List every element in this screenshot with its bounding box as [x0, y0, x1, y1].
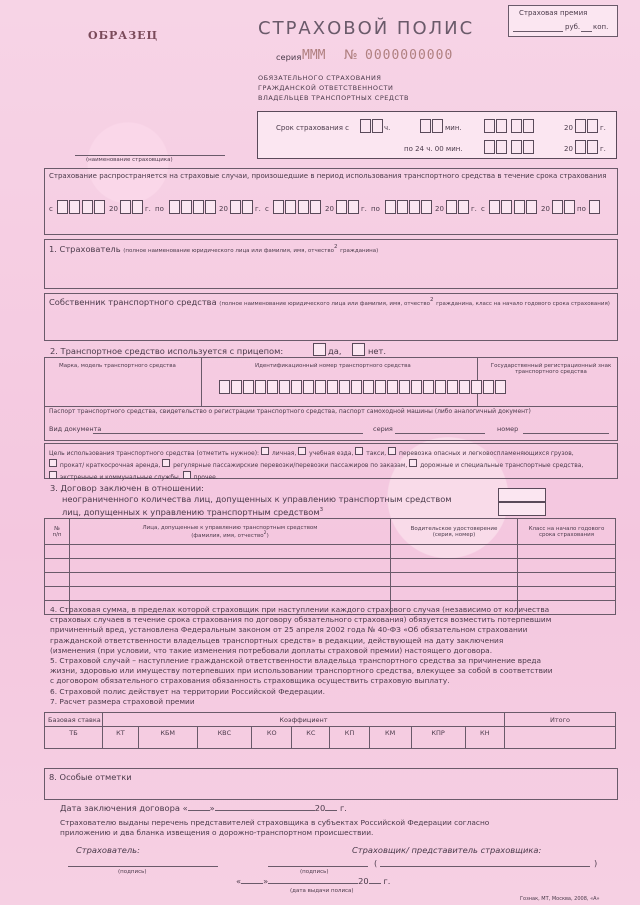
series-label: серия	[276, 52, 302, 62]
vin-cells[interactable]	[219, 380, 507, 394]
period-text: Страхование распространяется на страховые случаи, произошедшие в период использования транспортного средства в течение срока страхования	[49, 172, 607, 180]
reg-label: Государственный регистрационный знак транспортного средства	[490, 363, 612, 375]
insurer-caption: (наименование страховщика)	[86, 157, 173, 163]
insurant-sign-label: Страхователь:	[76, 845, 140, 855]
contract-label: 3. Договор заключен в отношении:	[50, 483, 204, 493]
policy-page: ОБРАЗЕЦ СТРАХОВОЙ ПОЛИС серия МММ № 0000000000 Страховая премия руб. коп. ОБЯЗАТЕЛЬНОГО СТРАХОВАНИЯ ГРАЖДАНСКОЙ ОТВЕТСТВЕННОСТИ ВЛАДЕЛЬЦЕВ ТРАНСПОРТНЫХ СРЕДСТВ (наименование страховщика) Срок страхования с ч. мин. 20 г. по 24 ч. 00 мин. 20 г. Страхование распространяется на страховые случаи, произошедшие в период использования транспортного средства в течение срока страхования с 20 г. по 20 г. с 20 г. по 20 г. с 20 по 1. Страхователь (полное наименование юридического лица или фамилия, имя, отчество$^2$ гражданина) Собственник транспортного средства (полное наименование юридического лица или фамилия, имя, отчество$^2$ гражданина, класс на начало годового срока страхования) 2. Транспортное средство используется с прицепом: да, нет. Марка, модель транспортного средства Идентификационный номер транспортного средства Государственный регистрационный знак транспортного средства Паспорт транспортного средства, свидетельство о регистрации транспортного средства, паспорт самоходной машины (либо аналогичный документ) Вид документа серия номер Цель использования транспортного средства (отметить нужное): личная, учебная езда, такси, перевозка опасных и легковоспламеняющихся грузов, прокат/ краткосрочная аренда, регулярные пассажирские перевозки/перевозки пассажиров по заказам, дорожные и специальные транспортные средства, экстренные и коммунальные службы, прочее. 3. Договор заключен в отношении: неограниченного количества лиц, допущенных к управлению транспортным средством лиц, допущенных к управлению транспортным средством$^3$ № п/п Лица, допущенные к управлению транспортным средством (фамилия, имя, отчество$^2$) Водительское удостоверение (серия, номер) Класс на начало годового срока страхования 4. Страховая сумма, в пределах которой страховщик при наступлении каждого страхового случая (независимо от количества страховых случаев в течение срока страхования по договору обязательного страхования) обязуется возместить потерпевшим причиненный вред, установлена Федеральным законом от 25 апреля 2002 года № 40-ФЗ «Об обязательном страховании гражданской ответственности владельцев транспортных средств» в редакции, действующей на дату заключения (изменения (при условии, что такие изменения потребовали доплаты страховой премии) настоящего договора. 5. Страховой случай – наступление гражданской ответственности владельца транспортного средства за причинение вреда жизни, здоровью или имуществу потерпевших при использовании транспортного средства, влекущее за собой в соответствии с договором обязательного страхования обязанность страховщика осуществить страховую выплату. 6. Страховой полис действует на территории Российской Федерации. 7. Расчет размера страховой премии Базовая ставка Коэффициент Итого ТБ КТ КБМ КВС КО КС КП КМ КПР КН 8. Особые отметки Дата заключения договора « » 20 г. Страхователю выданы перечень представителей страховщика в субъектах Российской Федерации согласно приложению и два бланка извещения о дорожно-транспортном происшествии. Страхователь: (подпись) Страховщик/ представитель страховщика: ( ) (подпись) « » 20 г. (дата выдачи полиса) Гознак, МТ, Москва, 2008, «А»	[0, 0, 640, 905]
number-sign: №	[344, 48, 358, 63]
drivers-table: № п/п Лица, допущенные к управлению транспортным средством (фамилия, имя, отчество$^2$) Водительское удостоверение (серия, номер) Класс на начало годового срока страхования	[44, 518, 616, 615]
printer-mark: Гознак, МТ, Москва, 2008, «А»	[520, 896, 600, 902]
table-row	[45, 587, 616, 601]
notes-label: 8. Особые отметки	[49, 772, 132, 782]
vehicle-section	[44, 357, 618, 441]
doc-series-label: серия	[373, 425, 393, 433]
term-box: Срок страхования с ч. мин. 20 г. по 24 ч. 00 мин. 20 г.	[257, 111, 617, 159]
premium-label: Страховая премия	[519, 9, 588, 17]
issue-date: « » 20 г.	[236, 876, 391, 886]
owner-section	[44, 293, 618, 341]
table-row	[45, 573, 616, 587]
insurant-label: 1. Страхователь (полное наименование юридического лица или фамилия, имя, отчество$^2$ гражданина)	[49, 244, 379, 254]
premium-box	[508, 5, 618, 37]
owner-label: Собственник транспортного средства (полное наименование юридического лица или фамилия, имя, отчество$^2$ гражданина, класс на начало годового срока страхования)	[49, 297, 610, 307]
term-label: Срок страхования с	[276, 124, 349, 132]
unlimited-checkbox[interactable]	[498, 488, 546, 502]
term-to-label: по 24 ч. 00 мин.	[404, 145, 463, 153]
sample-stamp: ОБРАЗЕЦ	[88, 29, 159, 42]
contract-date: Дата заключения договора « » 20 г.	[60, 803, 347, 813]
insurer-line	[75, 155, 225, 156]
insurer-sign-label: Страховщик/ представитель страховщика:	[352, 845, 542, 855]
passport-label: Паспорт транспортного средства, свидетельство о регистрации транспортного средства, паспорт самоходной машины (либо аналогичный документ)	[49, 408, 531, 415]
footer-text: Страхователю выданы перечень представителей страховщика в субъектах Российской Федерации согласно приложению и два бланка извещения о дорожно-транспортном происшествии.	[60, 818, 490, 837]
purpose-section	[44, 443, 618, 479]
premium-table: Базовая ставка Коэффициент Итого ТБ КТ КБМ КВС КО КС КП КМ КПР КН	[44, 712, 616, 749]
premium-kop: коп.	[593, 23, 609, 31]
doc-number-label: номер	[497, 425, 519, 433]
page-title: СТРАХОВОЙ ПОЛИС	[258, 18, 475, 39]
series-value: МММ	[302, 48, 326, 63]
insurant-section	[44, 239, 618, 289]
notes-section	[44, 768, 618, 800]
vin-label: Идентификационный номер транспортного средства	[255, 363, 411, 369]
trailer-yes-checkbox[interactable]	[313, 343, 326, 356]
table-row	[45, 545, 616, 559]
policy-number: 0000000000	[365, 48, 454, 63]
contract-limited: лиц, допущенных к управлению транспортным средством$^3$	[62, 507, 324, 517]
trailer-yes: да,	[328, 346, 342, 356]
trailer-no: нет.	[368, 346, 386, 356]
doc-type-label: Вид документа	[49, 425, 102, 433]
issue-caption: (дата выдачи полиса)	[290, 888, 354, 894]
trailer-label: 2. Транспортное средство используется с прицепом:	[50, 346, 284, 356]
insurer-sign-caption: (подпись)	[300, 869, 329, 875]
period-row: с 20 г. по 20 г. с 20 г. по 20 г. с 20 по	[49, 197, 613, 217]
premium-rub: руб.	[565, 23, 581, 31]
table-row	[45, 559, 616, 573]
purpose-options: Цель использования транспортного средства (отметить нужное): личная, учебная езда, такси, перевозка опасных и легковоспламеняющихся грузов, прокат/ краткосрочная аренда, регулярные пассажирские перевозки/перевозки пассажиров по заказам, дорожные и специальные транспортные средства, экстренные и коммунальные службы, прочее.	[49, 447, 615, 483]
contract-unlimited: неограниченного количества лиц, допущенных к управлению транспортным средством	[62, 494, 452, 504]
limited-checkbox[interactable]	[498, 502, 546, 516]
insurance-type: ОБЯЗАТЕЛЬНОГО СТРАХОВАНИЯ ГРАЖДАНСКОЙ ОТВЕТСТВЕННОСТИ ВЛАДЕЛЬЦЕВ ТРАНСПОРТНЫХ СРЕДСТВ	[258, 74, 409, 102]
period-section	[44, 168, 618, 235]
trailer-no-checkbox[interactable]	[352, 343, 365, 356]
insurant-sign-caption: (подпись)	[118, 869, 147, 875]
make-label: Марка, модель транспортного средства	[59, 363, 176, 369]
clauses: 4. Страховая сумма, в пределах которой страховщик при наступлении каждого страхового случая (независимо от количества страховых случаев в течение срока страхования по договору обязательного страхования) обязуется возместить потерпевшим причиненный вред, установлена Федеральным законом от 25 апреля 2002 года № 40-ФЗ «Об обязательном страховании гражданской ответственности владельцев транспортных средств» в редакции, действующей на дату заключения (изменения (при условии, что такие изменения потребовали доплаты страховой премии) настоящего договора. 5. Страховой случай – наступление гражданской ответственности владельца транспортного средства за причинение вреда жизни, здоровью или имуществу потерпевших при использовании транспортного средства, влекущее за собой в соответствии с договором обязательного страхования обязанность страховщика осуществить страховую выплату. 6. Страховой полис действует на территории Российской Федерации. 7. Расчет размера страховой премии	[50, 605, 553, 706]
